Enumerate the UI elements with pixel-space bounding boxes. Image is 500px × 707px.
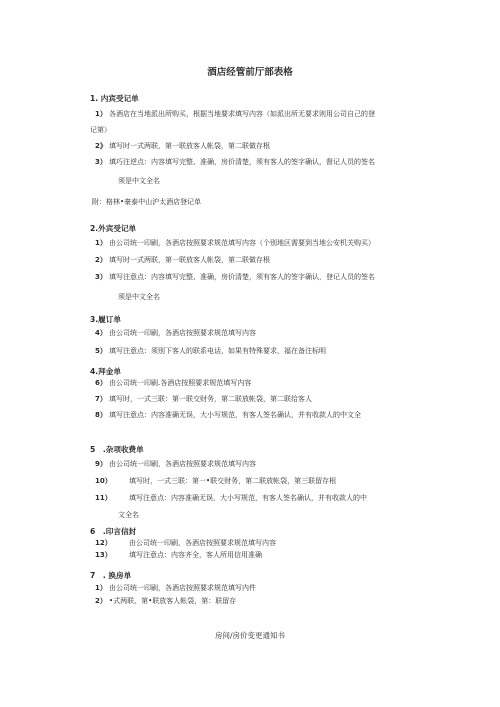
list-item (92, 199, 201, 206)
item-number: 3） (95, 273, 107, 281)
list-item (95, 495, 367, 502)
list-item (95, 585, 256, 592)
list-item (95, 240, 375, 247)
item-text: 由公司统一印刷.各酒店按照要求规范填写内容 (109, 379, 252, 387)
item-text: •式两联、第•联放客人帐袋，第：联留存 (109, 597, 237, 605)
item-text: 须是中文全名 (118, 177, 160, 185)
list-item (90, 127, 111, 134)
list-item (95, 159, 375, 166)
list-item (95, 396, 312, 403)
item-text: 附：格林•豪泰中山沪太酒店登记单 (92, 198, 202, 206)
list-item (118, 512, 139, 519)
item-text: 由公司统一印刷，各酒店按照要求规范填写内容 (109, 329, 256, 337)
item-text: 填写时一式两联，第一联放客人帐袋，第二联做存根 (109, 256, 270, 264)
item-text: 填写注意点：内容准确无误，大小写规范，有客人签名确认，并有收款人的中 (129, 494, 367, 502)
item-number: 1） (95, 110, 107, 118)
item-text: 由公司统一印刷，各酒店按照要求规范填写内容（个别地区需要到当地公安机关购买） (109, 239, 375, 247)
list-item (95, 330, 256, 337)
item-text: 须是中文全名 (118, 293, 160, 301)
section-heading-5: 5 .杂项收费单 (90, 445, 144, 454)
item-number: 8） (95, 411, 107, 419)
item-number: 13） (95, 551, 112, 559)
section-heading-4: 4.拜金单 (90, 367, 121, 376)
item-number: 10） (95, 477, 112, 485)
list-item (95, 461, 256, 468)
list-item (95, 540, 276, 547)
item-number: 2》 (95, 142, 107, 150)
list-item (95, 478, 336, 485)
section-heading-3: 3.履订单 (90, 315, 121, 324)
item-text: 由公司统一印刷，各酒店按照要求规范填写内容 (129, 539, 276, 547)
item-number: 4） (95, 329, 107, 337)
list-item (95, 412, 361, 419)
list-item (118, 294, 160, 301)
item-number: 2） (95, 256, 107, 264)
list-item (95, 274, 375, 281)
list-item (95, 380, 251, 387)
item-number: 11） (95, 494, 112, 502)
item-number: 7） (95, 395, 107, 403)
item-number: 3） (95, 158, 107, 166)
item-text: 记第） (90, 126, 111, 134)
item-number: 5） (95, 347, 107, 355)
item-number: 1） (95, 584, 107, 592)
item-number: 2） (95, 597, 107, 605)
list-item (95, 348, 326, 355)
item-text: 填写时，一式三联：第一•联交财务，第二联放帐袋，第三联留存根 (129, 477, 337, 485)
list-item (118, 178, 160, 185)
list-item (95, 257, 270, 264)
item-text: 填写时，一式三联：第一联交财务，第二联放帐袋，第二联给客人 (109, 395, 312, 403)
list-item (95, 143, 270, 150)
section-heading-6: 6 .印言信封 (90, 527, 137, 536)
footer-title: 房间/房价变更通知书 (214, 631, 286, 640)
section-heading-1: 1. 内宾受记单 (90, 94, 139, 103)
list-item (95, 111, 375, 118)
section-heading-7: 7 . 换房单 (90, 571, 132, 580)
item-number: 1） (95, 239, 107, 247)
item-text: 填写注意点：内容准确无误，大小写规范，有客人签名确认，并有收款人的中文全 (109, 411, 361, 419)
section-heading-2: 2.外宾受记单 (90, 224, 137, 233)
item-text: 由公司统一印刷，各酒店按照要求规范填写内容 (109, 460, 256, 468)
list-item (95, 552, 262, 559)
item-text: 填巧注逆点：内容填写完整、准确，房价清楚，须有客人的签字确认，督记人员的签名 (109, 158, 375, 166)
list-item (95, 598, 236, 605)
page-title: 酒店经管前厅部表格 (207, 67, 293, 78)
item-number: 12） (95, 539, 112, 547)
item-text: 由公司统一印刷，各酒店按照要求规范填写内件 (109, 584, 256, 592)
item-text: 填写注意点：内容齐全，客人所用信用准确 (129, 551, 262, 559)
item-text: 填写注意点：须别下客人的联系电话，如果有特殊要求，福在备注标明 (109, 347, 326, 355)
item-text: 填写注意点：内容填写完整、准确，房价清楚，须有客人的签字确认，登记人员的签名 (109, 273, 375, 281)
item-text: 填写时一式两联，第一联放客人帐袋，第二联做存根 (109, 142, 270, 150)
item-text: 各酒店在当地派出所购买，根据当地要求填写内容（如派出所无要求则用公司自己的登 (109, 110, 375, 118)
item-number: 9） (95, 460, 107, 468)
item-text: 文全名 (118, 511, 139, 519)
item-number: 6） (95, 379, 107, 387)
